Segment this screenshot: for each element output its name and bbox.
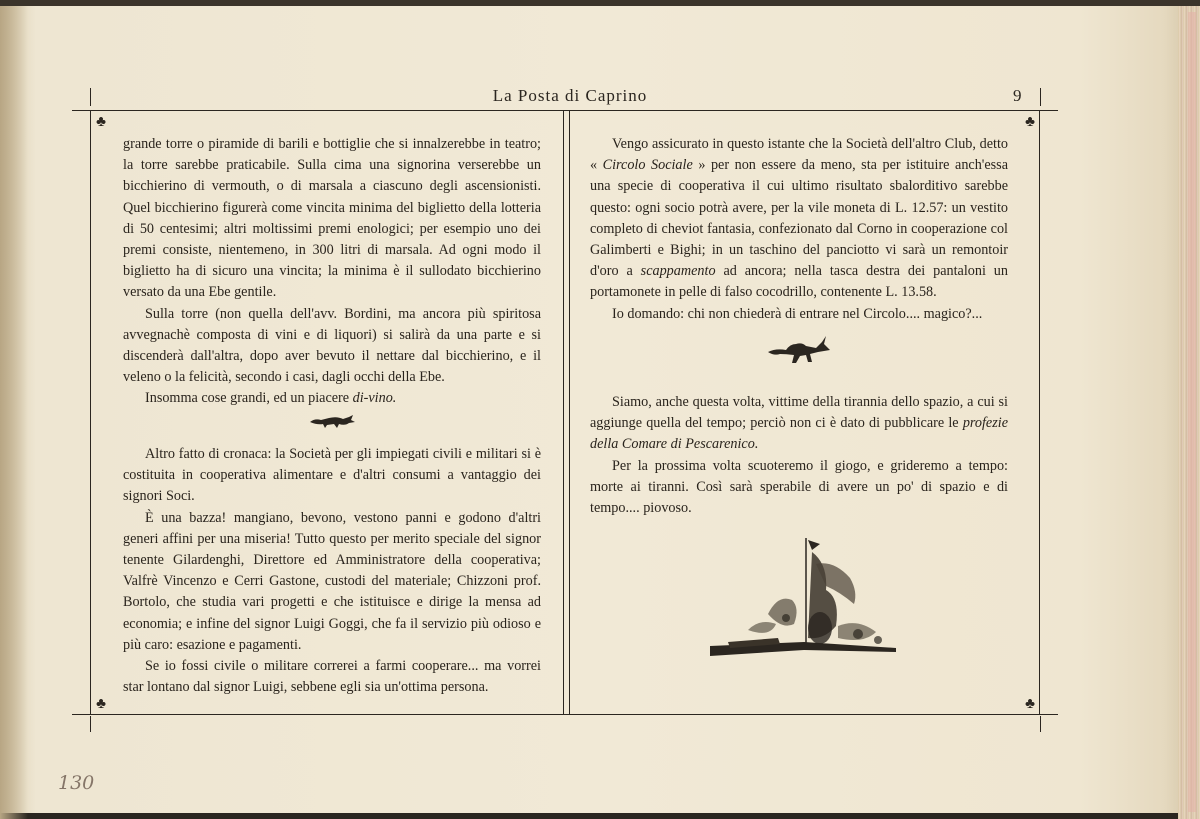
footer-right-tick — [1040, 716, 1041, 732]
paragraph: grande torre o piramide di barili e bottiglie che si innalzerebbe in teatro; la torre sarebbe praticabile. Sulla cima una signorina verserebbe un bicchierino di vermouth, o di marsala a ciascuno degli ascensionisti. Quel bicchierino figurerà come vincita minima del biglietto della lotteria di 50 centesimi; altri moltissimi premi enologici; per esempio uno dei premi consiste, nientemeno, in 300 litri di marsala. Ad ogni modo il biglietto ha di sicuro una vincita; la minima è il sullodato bicchierino versato da una Ebe gentile. — [123, 136, 541, 301]
clover-corner-icon: ♣ — [1025, 114, 1035, 130]
monkey-ornament — [766, 332, 832, 366]
right-column — [590, 134, 1008, 325]
right-column-section-2 — [590, 392, 1008, 519]
paragraph-text: Siamo, anche questa volta, vittime della tirannia dello spazio, a cui si aggiunge quella del tempo; perciò non ci è dato di pubblicare le — [590, 394, 1008, 432]
paragraph: Se io fossi civile o militare correrei a farmi cooperare... ma vorrei star lontano dal signor Luigi, sebbene egli sia un'ottima persona. — [123, 658, 541, 696]
italic-text: di-vino. — [352, 390, 397, 407]
paragraph-text: Vengo assicurato in questo istante che la Società dell'altro Club, detto « — [590, 136, 1008, 174]
paragraph — [123, 388, 541, 409]
italic-text: scappamento — [640, 263, 716, 280]
italic-text: profezie della Comare di Pescarenico. — [590, 415, 1008, 453]
header-right-tick — [1040, 88, 1041, 106]
paragraph-text: ad ancora; nella tasca destra dei pantaloni un portamonete in pelle di falso cocodrillo, contenente L. 13.58. — [590, 263, 1008, 301]
fox-ornament — [307, 412, 357, 430]
bottom-rule — [72, 714, 1058, 715]
column-divider-left — [563, 110, 564, 714]
paragraph-text: » per non essere da meno, sta per istituire anch'essa una specie di cooperativa il cui ultimo risultato sbalorditivo sarebbe questo: ogni socio potrà avere, per la vile moneta di L. 12.57: un vestito completo di cheviot fantasia, confezionato dal Corno in cooperazione col Galimberti e Bighi; in un taschino del panciotto vi sarà un remontoir d'oro a — [590, 157, 1008, 280]
paragraph — [590, 134, 1008, 304]
floral-trophy-vignette — [708, 534, 898, 662]
clover-corner-icon: ♣ — [1025, 696, 1035, 712]
clover-corner-icon: ♣ — [96, 114, 106, 130]
left-column — [123, 134, 541, 410]
italic-text: Circolo Sociale — [602, 157, 693, 174]
paragraph: È una bazza! mangiano, bevono, vestono panni e godono d'altri generi affini per una miseria! Tutto questo per merito speciale del signor tenente Gilardenghi, Direttore ed Amministratore della cooperativa; Valfrè Vincenzo e Cerri Gastone, custodi del materiale; Chizzoni prof. Bortolo, che studia vari progetti e che istituisce e dirige la mensa ad economia; e infine del signor Luigi Goggi, che fa il servizio più odioso e più caro: esazione e pagamenti. — [123, 509, 541, 653]
paragraph: Sulla torre (non quella dell'avv. Bordini, ma ancora più spiritosa avvegnachè composta di vini e di liquori) si salirà da una parte e si discenderà dall'altra, dopo aver bevuto il nettare dal bicchierino, e il veleno o la felicità, secondo i casi, dagli occhi della Ebe. — [123, 305, 541, 386]
spine-shadow — [0, 6, 28, 819]
paragraph: Altro fatto di cronaca: la Società per gli impiegati civili e militari si è costituita in cooperativa alimentare e d'altri consumi a vantaggio dei signori Soci. — [123, 446, 541, 505]
page-edge-tint — [1188, 12, 1196, 812]
column-divider-right — [569, 110, 570, 714]
paragraph — [590, 392, 1008, 456]
header-left-tick — [90, 88, 91, 106]
margin-note: 130 — [58, 772, 95, 794]
left-column-section-2 — [123, 444, 541, 698]
page-number: 9 — [1013, 86, 1022, 105]
paragraph: Per la prossima volta scuoteremo il giogo, e grideremo a tempo: morte ai tiranni. Così sarà sperabile di avere un po' di spazio e di tempo.... piovoso. — [590, 457, 1008, 517]
page-header-title: La Posta di Caprino — [492, 86, 648, 105]
paragraph-text: Insomma cose grandi, ed un piacere — [145, 390, 353, 407]
footer-left-tick — [90, 716, 91, 732]
clover-corner-icon: ♣ — [96, 696, 106, 712]
paragraph: Io domando: chi non chiederà di entrare nel Circolo.... magico?... — [612, 305, 983, 322]
